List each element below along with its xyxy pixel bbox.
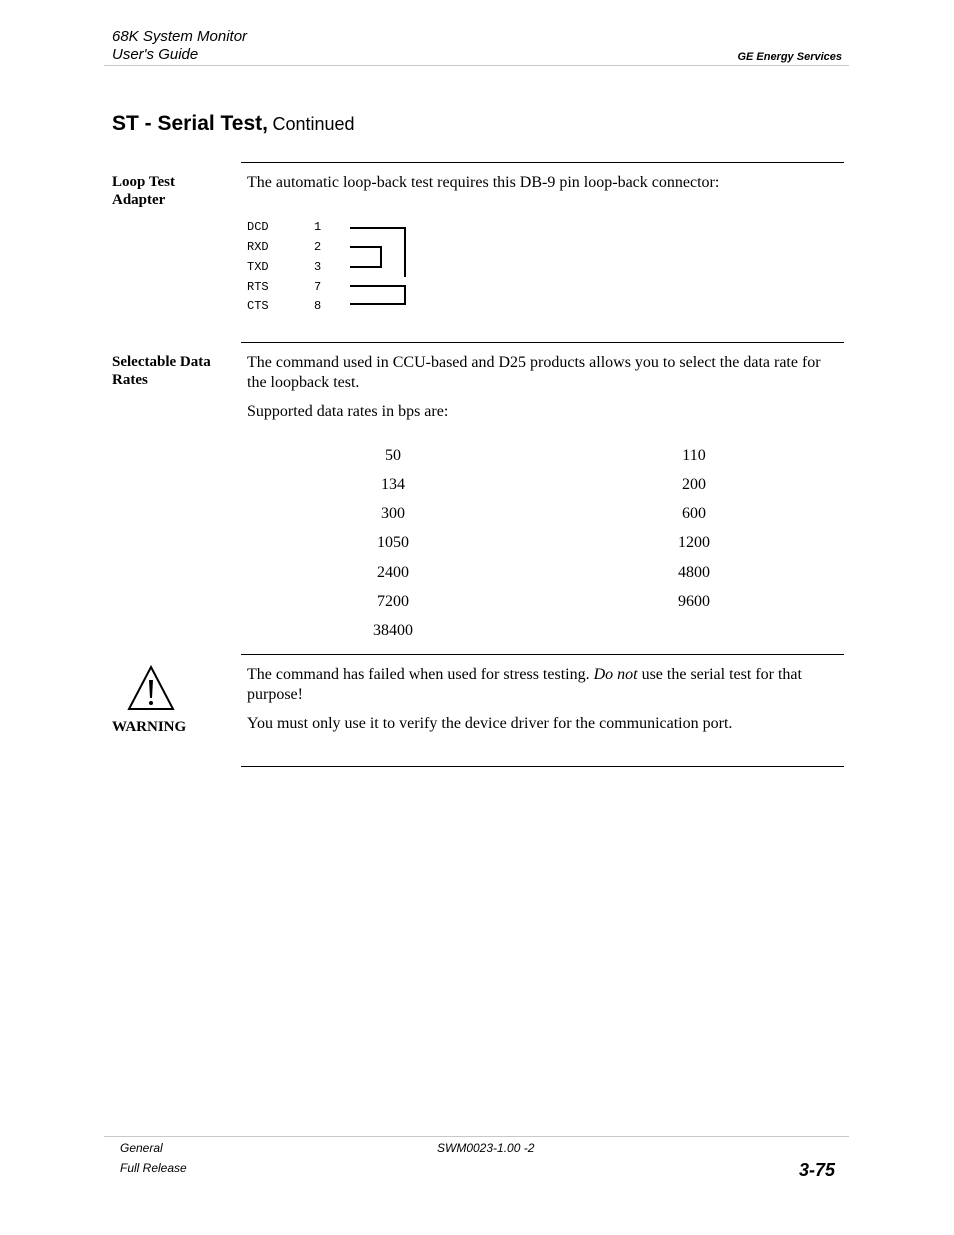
rate-value: 600 — [682, 505, 706, 522]
section-continued: Continued — [272, 114, 355, 134]
warning-triangle-icon — [126, 664, 176, 712]
wire-cts — [350, 303, 406, 305]
data-rates-text — [247, 353, 837, 431]
wire-dcd-vertical — [404, 227, 406, 277]
data-rates-label-line1: Selectable Data — [112, 354, 211, 370]
rate-value: 1050 — [377, 534, 409, 551]
wire-dcd — [350, 227, 406, 229]
data-rates-label — [112, 353, 232, 389]
rate-value: 134 — [381, 476, 405, 493]
warning-paragraph — [247, 665, 837, 705]
document-title-line2: User's Guide — [112, 46, 199, 63]
wire-rts — [350, 285, 406, 287]
footer-doc-number: SWM0023-1.00 -2 — [437, 1141, 535, 1155]
loop-test-label-line1: Loop Test — [112, 174, 175, 190]
pin-signal: DCD — [247, 220, 269, 234]
pin-number: 3 — [314, 260, 322, 274]
pin-number: 1 — [314, 220, 322, 234]
pin-signal: RXD — [247, 240, 269, 254]
loop-test-label-line2: Adapter — [112, 192, 166, 208]
warning-text-end: use the serial test for that purpose! — [247, 666, 802, 703]
wire-txd — [350, 266, 382, 268]
wire-rxd-txd-vertical — [380, 246, 382, 268]
warning-label: WARNING — [112, 719, 187, 735]
loop-test-label — [112, 173, 232, 209]
header-divider — [104, 65, 849, 66]
document-title-line1: 68K System Monitor — [112, 28, 248, 45]
rate-value: 300 — [381, 505, 405, 522]
pin-signal: CTS — [247, 299, 269, 313]
data-rates-intro: Supported data rates in bps are: — [247, 403, 449, 420]
section-divider — [241, 342, 844, 343]
page-number: 3-75 — [798, 1160, 835, 1180]
warning-text — [247, 665, 837, 743]
rate-value: 7200 — [377, 593, 409, 610]
footer-category: General — [120, 1141, 163, 1155]
warning-paragraph-2: You must only use it to verify the device driver for the communication port. — [247, 715, 733, 732]
data-rates-paragraph: The command used in CCU-based and D25 products allows you to select the data rate for the loopback test. — [247, 354, 821, 391]
warning-emphasis: Do not — [593, 666, 638, 683]
rate-value: 50 — [385, 447, 401, 464]
section-divider — [241, 162, 844, 163]
pin-number: 7 — [314, 280, 322, 294]
section-title: ST - Serial Test, — [112, 112, 268, 135]
rate-value: 4800 — [678, 564, 710, 581]
rate-value: 9600 — [678, 593, 710, 610]
rate-value: 2400 — [377, 564, 409, 581]
loop-test-intro: The automatic loop-back test requires this DB-9 pin loop-back connector: — [247, 174, 720, 191]
company-name: GE Energy Services — [737, 51, 842, 63]
section-divider — [241, 654, 844, 655]
rate-value: 110 — [682, 447, 706, 464]
pin-signal: RTS — [247, 280, 269, 294]
pin-number: 2 — [314, 240, 322, 254]
pin-signal: TXD — [247, 260, 269, 274]
wire-rts-cts-vertical — [404, 285, 406, 305]
rate-value: 200 — [682, 476, 706, 493]
section-divider — [241, 766, 844, 767]
pin-number: 8 — [314, 299, 322, 313]
section-heading — [112, 112, 355, 136]
document-title — [112, 28, 247, 64]
rate-value: 38400 — [373, 622, 413, 639]
warning-text-start: The command has failed when used for stress testing. — [247, 666, 594, 683]
data-rates-label-line2: Rates — [112, 372, 148, 388]
wire-rxd — [350, 246, 382, 248]
footer-divider — [104, 1136, 849, 1137]
footer-release: Full Release — [120, 1161, 187, 1175]
rate-value: 1200 — [678, 534, 710, 551]
